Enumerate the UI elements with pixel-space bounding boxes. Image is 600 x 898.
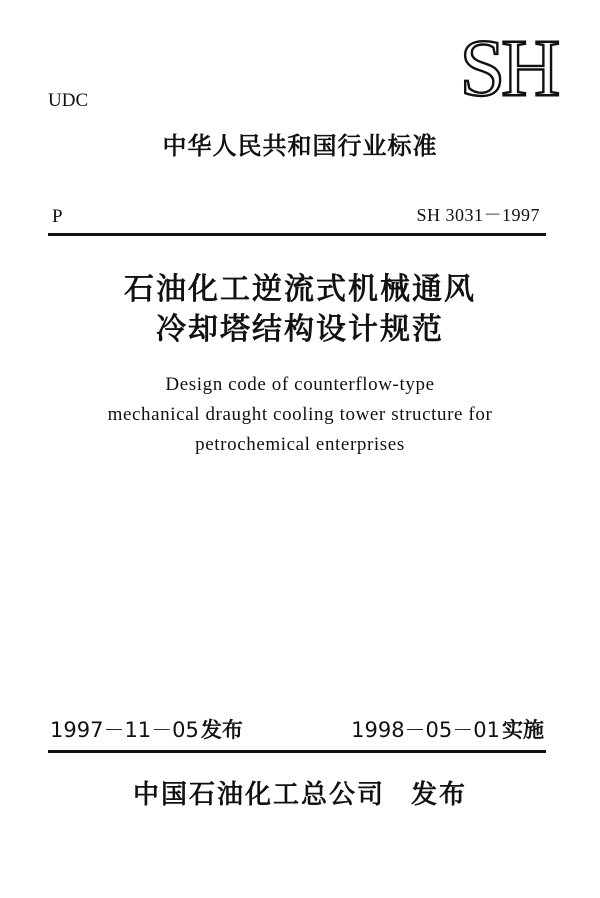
english-title-line: petrochemical enterprises xyxy=(195,434,405,455)
chinese-title-line: 冷却塔结构设计规范 xyxy=(156,312,444,347)
classification-code: P xyxy=(52,206,63,227)
top-divider xyxy=(48,233,546,236)
issue-date-block xyxy=(50,717,243,743)
sh-standard-logo: SH xyxy=(459,22,557,113)
udc-label: UDC xyxy=(48,90,89,111)
english-title-line: Design code of counterflow-type xyxy=(165,374,435,395)
chinese-title xyxy=(0,270,600,350)
bottom-divider xyxy=(48,750,546,753)
implementation-date-block xyxy=(351,717,544,743)
publisher-action: 发布 xyxy=(411,780,468,810)
standard-category: 中华人民共和国行业标准 xyxy=(162,132,438,160)
issue-label: 发布 xyxy=(200,718,243,742)
issue-date: 1997－11－05 xyxy=(50,718,199,742)
standard-number: SH 3031－1997 xyxy=(416,205,540,225)
publisher-line xyxy=(0,778,600,812)
english-title xyxy=(0,370,600,460)
implementation-label: 实施 xyxy=(502,718,544,742)
publisher-name: 中国石油化工总公司 xyxy=(132,780,385,810)
english-title-line: mechanical draught cooling tower structure for xyxy=(107,404,493,425)
chinese-title-line: 石油化工逆流式机械通风 xyxy=(124,272,476,307)
implementation-date: 1998－05－01 xyxy=(351,718,500,742)
